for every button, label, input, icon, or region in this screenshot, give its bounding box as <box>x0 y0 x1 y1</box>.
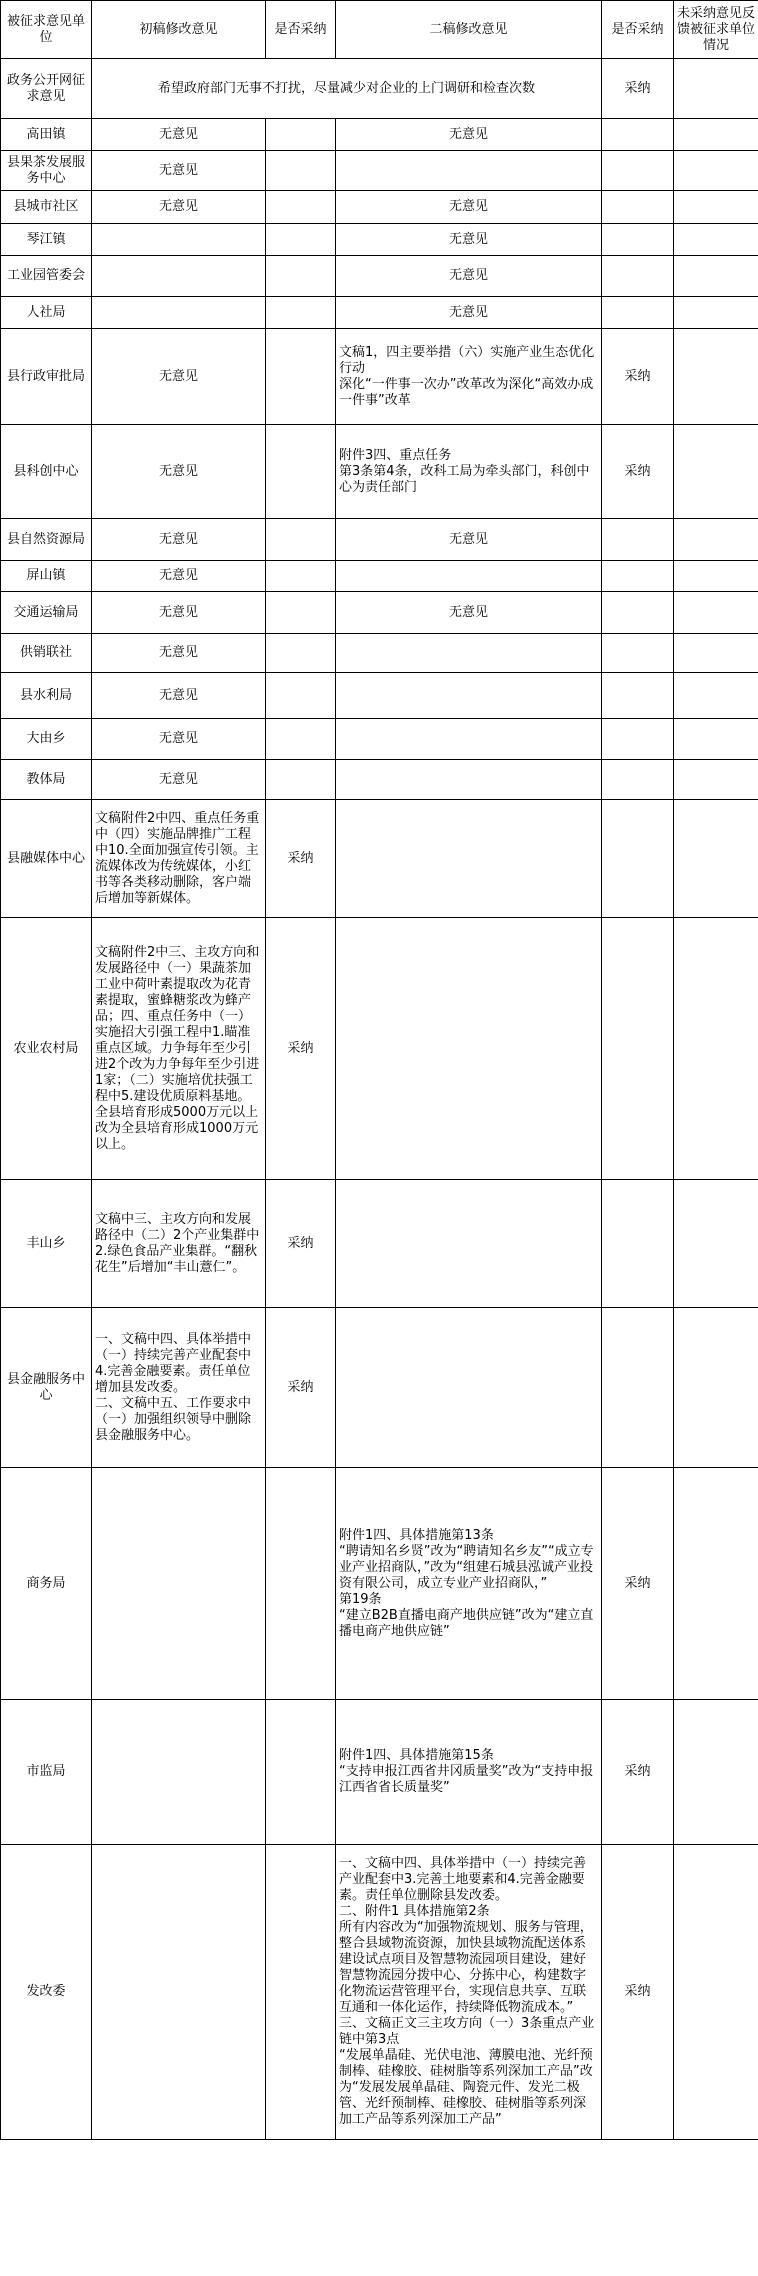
table-row <box>1 191 758 224</box>
adopt1-cell <box>266 224 336 256</box>
unit-cell: 县自然资源局 <box>1 519 92 561</box>
adopt1-cell <box>266 329 336 425</box>
first-opinion-cell: 无意见 <box>92 119 266 151</box>
feedback-cell <box>674 800 758 918</box>
first-opinion-cell <box>92 1700 266 1845</box>
feedback-cell <box>674 592 758 634</box>
first-opinion-cell: 无意见 <box>92 329 266 425</box>
first-opinion-cell: 文稿中三、主攻方向和发展路径中（二）2个产业集群中2.绿色食品产业集群。“翻秋花生”后增加“丰山薏仁”。 <box>92 1180 266 1308</box>
first-opinion-cell: 无意见 <box>92 425 266 519</box>
second-opinion-cell <box>336 800 602 918</box>
unit-cell: 县果茶发展服务中心 <box>1 151 92 191</box>
table-row <box>1 425 758 519</box>
adopt1-cell <box>266 760 336 800</box>
feedback-cell <box>674 918 758 1180</box>
first-opinion-cell <box>92 297 266 329</box>
feedback-cell <box>674 1468 758 1700</box>
second-opinion-cell: 文稿1，四主要举措（六）实施产业生态优化行动 深化“一件事一次办”改革改为深化“高效办成一件事”改革 <box>336 329 602 425</box>
unit-cell: 农业农村局 <box>1 918 92 1180</box>
adopt2-cell <box>602 673 674 719</box>
merged-opinion-cell: 希望政府部门无事不打扰，尽量减少对企业的上门调研和检查次数 <box>92 59 602 119</box>
feedback-cell <box>674 760 758 800</box>
adopt2-cell <box>602 119 674 151</box>
feedback-cell <box>674 297 758 329</box>
second-opinion-cell <box>336 561 602 592</box>
feedback-cell <box>674 719 758 760</box>
second-opinion-cell: 无意见 <box>336 119 602 151</box>
adopt1-cell <box>266 1700 336 1845</box>
first-opinion-cell: 无意见 <box>92 673 266 719</box>
unit-cell: 工业园管委会 <box>1 256 92 297</box>
unit-cell: 屏山镇 <box>1 561 92 592</box>
adopt2-cell <box>602 519 674 561</box>
unit-cell: 商务局 <box>1 1468 92 1700</box>
adopt2-cell <box>602 191 674 224</box>
first-opinion-cell: 一、文稿中四、具体举措中（一）持续完善产业配套中4.完善金融要素。责任单位增加县发改委。 二、文稿中五、工作要求中（一）加强组织领导中删除县金融服务中心。 <box>92 1308 266 1468</box>
unit-cell: 政务公开网征求意见 <box>1 59 92 119</box>
table-row <box>1 297 758 329</box>
table-row <box>1 256 758 297</box>
header-unit: 被征求意见单位 <box>1 1 92 59</box>
unit-cell: 人社局 <box>1 297 92 329</box>
adopt2-cell <box>602 224 674 256</box>
unit-cell: 交通运输局 <box>1 592 92 634</box>
second-opinion-cell: 无意见 <box>336 224 602 256</box>
unit-cell: 县科创中心 <box>1 425 92 519</box>
second-opinion-cell: 附件1四、具体措施第13条 “聘请知名乡贤”改为“聘请知名乡友”“成立专业产业招商队，”改为“组建石城县泓诚产业投资有限公司，成立专业产业招商队，” 第19条 “建立B2B直播电商产地供应链”改为“建立直播电商产地供应链” <box>336 1468 602 1700</box>
adopt2-cell <box>602 1180 674 1308</box>
table-row <box>1 519 758 561</box>
table-row <box>1 151 758 191</box>
adopt1-cell <box>266 634 336 673</box>
feedback-cell <box>674 329 758 425</box>
first-opinion-cell: 无意见 <box>92 561 266 592</box>
adopt2-cell <box>602 297 674 329</box>
table-row <box>1 119 758 151</box>
unit-cell: 丰山乡 <box>1 1180 92 1308</box>
adopt1-cell <box>266 519 336 561</box>
adopt1-cell <box>266 1468 336 1700</box>
adopt1-cell: 采纳 <box>266 1308 336 1468</box>
adopt2-cell <box>602 800 674 918</box>
adopt2-cell <box>602 151 674 191</box>
second-opinion-cell <box>336 719 602 760</box>
header-adopt1: 是否采纳 <box>266 1 336 59</box>
feedback-cell <box>674 673 758 719</box>
unit-cell: 县金融服务中心 <box>1 1308 92 1468</box>
adopt2-cell: 采纳 <box>602 329 674 425</box>
second-opinion-cell: 无意见 <box>336 191 602 224</box>
unit-cell: 县水利局 <box>1 673 92 719</box>
feedback-cell <box>674 151 758 191</box>
header-second: 二稿修改意见 <box>336 1 602 59</box>
adopt1-cell <box>266 119 336 151</box>
unit-cell: 高田镇 <box>1 119 92 151</box>
adopt2-cell <box>602 719 674 760</box>
first-opinion-cell <box>92 1468 266 1700</box>
table-row <box>1 760 758 800</box>
first-opinion-cell: 文稿附件2中四、重点任务重中（四）实施品牌推广工程中10.全面加强宣传引领。主流媒体改为传统媒体，小红书等各类移动删除，客户端后增加等新媒体。 <box>92 800 266 918</box>
adopt2-cell: 采纳 <box>602 1700 674 1845</box>
table-row <box>1 719 758 760</box>
table-row <box>1 1468 758 1700</box>
feedback-cell <box>674 1845 758 2140</box>
unit-cell: 县融媒体中心 <box>1 800 92 918</box>
first-opinion-cell: 无意见 <box>92 592 266 634</box>
adopt1-cell <box>266 297 336 329</box>
feedback-cell <box>674 1700 758 1845</box>
adopt2-cell: 采纳 <box>602 59 674 119</box>
table-row <box>1 1180 758 1308</box>
header-feedback: 未采纳意见反馈被征求单位情况 <box>674 1 758 59</box>
adopt1-cell: 采纳 <box>266 918 336 1180</box>
adopt2-cell <box>602 561 674 592</box>
table-row <box>1 59 758 119</box>
adopt2-cell <box>602 634 674 673</box>
first-opinion-cell: 无意见 <box>92 519 266 561</box>
unit-cell: 大由乡 <box>1 719 92 760</box>
adopt1-cell <box>266 673 336 719</box>
unit-cell: 市监局 <box>1 1700 92 1845</box>
second-opinion-cell: 附件3四、重点任务 第3条第4条，改科工局为牵头部门，科创中心为责任部门 <box>336 425 602 519</box>
first-opinion-cell <box>92 256 266 297</box>
adopt1-cell <box>266 561 336 592</box>
second-opinion-cell: 一、文稿中四、具体举措中（一）持续完善产业配套中3.完善土地要素和4.完善金融要素。责任单位删除县发改委。 二、附件1 具体措施第2条 所有内容改为“加强物流规划、服务与管理，整合县域物流资源，加快县域物流配送体系建设试点项目及智慧物流园项目建设，建好智慧物流园分拨中心、分拣中心，构建数字化物流运营管理平台，实现信息共享、互联互通和一体化运作，持续降低物流成本。” 三、文稿正文三主攻方向（一）3条重点产业链中第3点 “发展单晶硅、光伏电池、薄膜电池、光纤预制棒、硅橡胶、硅树脂等系列深加工产品”改为“发展发展单晶硅、陶瓷元件、发光二极管、光纤预制棒、硅橡胶、硅树脂等系列深加工产品等系列深加工产品” <box>336 1845 602 2140</box>
adopt1-cell <box>266 425 336 519</box>
adopt1-cell <box>266 191 336 224</box>
adopt1-cell <box>266 719 336 760</box>
table-row <box>1 1845 758 2140</box>
second-opinion-cell <box>336 1308 602 1468</box>
table-row <box>1 561 758 592</box>
first-opinion-cell: 无意见 <box>92 719 266 760</box>
table-row <box>1 673 758 719</box>
header-adopt2: 是否采纳 <box>602 1 674 59</box>
table-row <box>1 1308 758 1468</box>
second-opinion-cell: 无意见 <box>336 592 602 634</box>
first-opinion-cell: 无意见 <box>92 634 266 673</box>
table-row <box>1 329 758 425</box>
adopt2-cell: 采纳 <box>602 425 674 519</box>
header-first: 初稿修改意见 <box>92 1 266 59</box>
table-row <box>1 918 758 1180</box>
feedback-cell <box>674 1180 758 1308</box>
feedback-cell <box>674 634 758 673</box>
first-opinion-cell <box>92 224 266 256</box>
table-row <box>1 800 758 918</box>
adopt2-cell: 采纳 <box>602 1845 674 2140</box>
unit-cell: 发改委 <box>1 1845 92 2140</box>
adopt2-cell: 采纳 <box>602 1468 674 1700</box>
feedback-cell <box>674 256 758 297</box>
unit-cell: 县城市社区 <box>1 191 92 224</box>
feedback-cell <box>674 1308 758 1468</box>
feedback-cell <box>674 119 758 151</box>
adopt1-cell <box>266 1845 336 2140</box>
adopt2-cell <box>602 256 674 297</box>
first-opinion-cell: 无意见 <box>92 191 266 224</box>
first-opinion-cell: 无意见 <box>92 760 266 800</box>
second-opinion-cell <box>336 634 602 673</box>
adopt1-cell: 采纳 <box>266 1180 336 1308</box>
adopt2-cell <box>602 592 674 634</box>
second-opinion-cell <box>336 673 602 719</box>
second-opinion-cell <box>336 760 602 800</box>
header-row <box>1 1 758 59</box>
second-opinion-cell: 无意见 <box>336 256 602 297</box>
table-row <box>1 1700 758 1845</box>
adopt1-cell <box>266 592 336 634</box>
adopt2-cell <box>602 760 674 800</box>
second-opinion-cell: 附件1四、具体措施第15条 “支持申报江西省井冈质量奖”改为“支持申报江西省省长质量奖” <box>336 1700 602 1845</box>
second-opinion-cell: 无意见 <box>336 519 602 561</box>
unit-cell: 供销联社 <box>1 634 92 673</box>
feedback-cell <box>674 561 758 592</box>
table-row <box>1 634 758 673</box>
feedback-cell <box>674 191 758 224</box>
unit-cell: 琴江镇 <box>1 224 92 256</box>
feedback-cell <box>674 425 758 519</box>
adopt2-cell <box>602 1308 674 1468</box>
table-row <box>1 224 758 256</box>
first-opinion-cell <box>92 1845 266 2140</box>
adopt1-cell <box>266 256 336 297</box>
first-opinion-cell: 无意见 <box>92 151 266 191</box>
second-opinion-cell: 无意见 <box>336 297 602 329</box>
feedback-cell <box>674 224 758 256</box>
second-opinion-cell <box>336 918 602 1180</box>
feedback-cell <box>674 519 758 561</box>
second-opinion-cell <box>336 1180 602 1308</box>
second-opinion-cell <box>336 151 602 191</box>
unit-cell: 教体局 <box>1 760 92 800</box>
adopt2-cell <box>602 918 674 1180</box>
adopt1-cell <box>266 151 336 191</box>
adopt1-cell: 采纳 <box>266 800 336 918</box>
first-opinion-cell: 文稿附件2中三、主攻方向和发展路径中（一）果蔬茶加工业中荷叶素提取改为花青素提取，蜜蜂糖浆改为蜂产品；四、重点任务中（一）实施招大引强工程中1.瞄准重点区域。力争每年至少引进2个改为力争每年至少引进1家；（二）实施培优扶强工程中5.建设优质原料基地。全县培育形成5000万元以上改为全县培育形成1000万元以上。 <box>92 918 266 1180</box>
unit-cell: 县行政审批局 <box>1 329 92 425</box>
table-row <box>1 592 758 634</box>
feedback-cell <box>674 59 758 119</box>
